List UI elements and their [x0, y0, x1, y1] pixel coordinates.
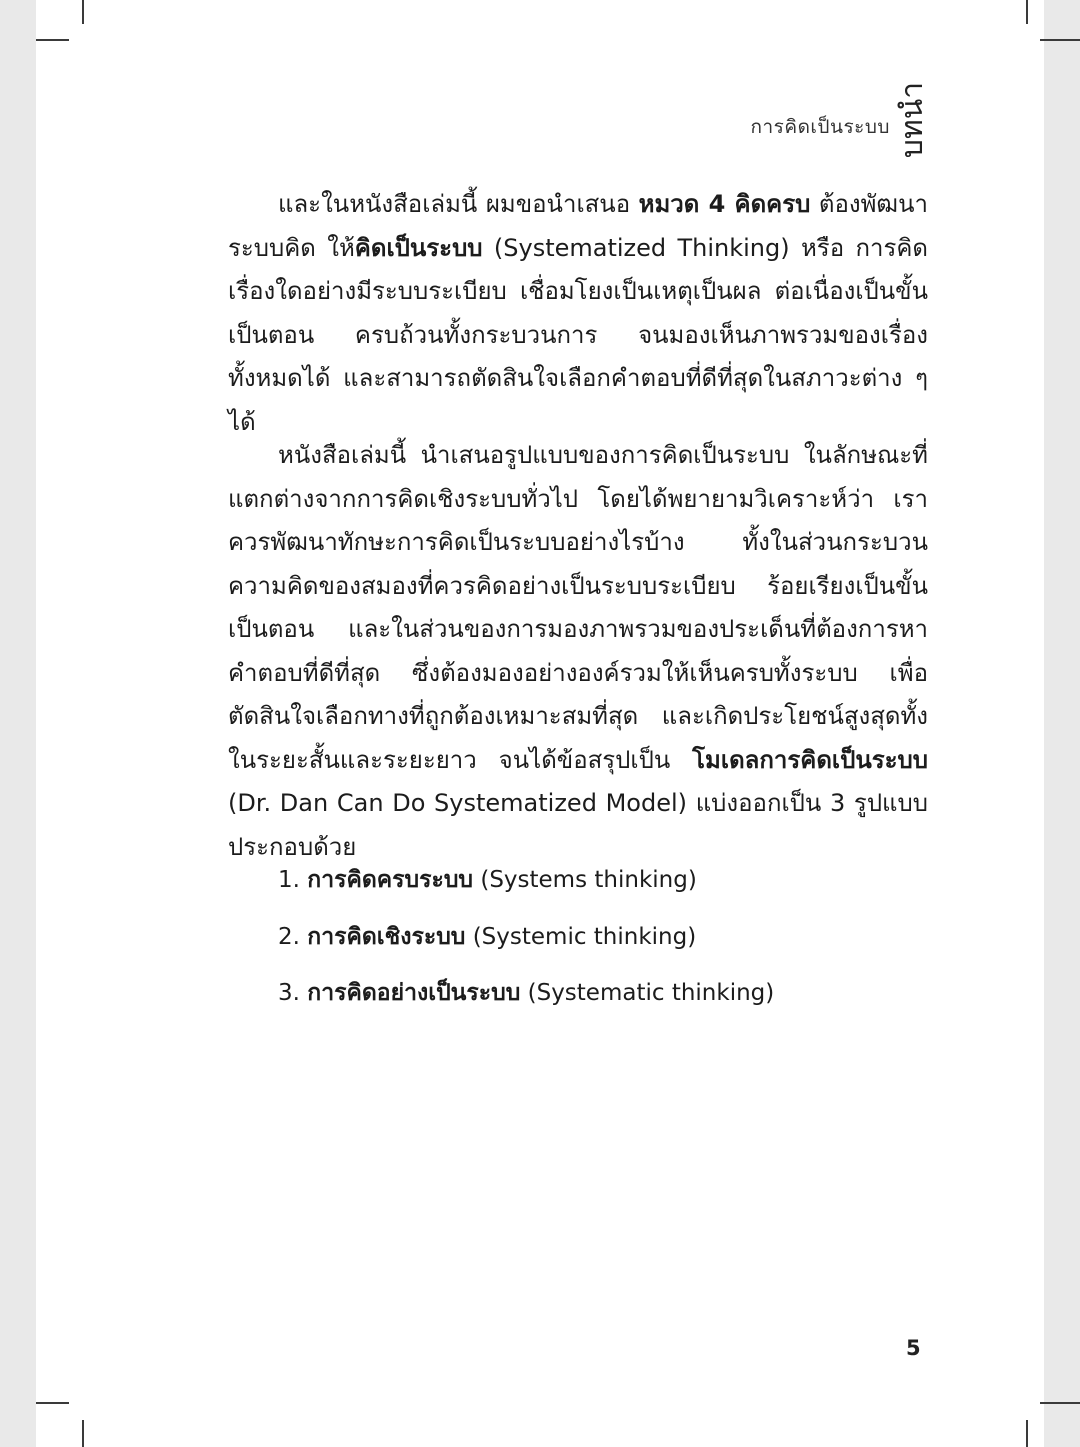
crop-mark-top-left-vertical — [82, 0, 84, 24]
paragraph-intro-bold-2: คิดเป็นระบบ — [354, 233, 483, 262]
crop-mark-bottom-left-horizontal — [36, 1402, 69, 1404]
left-page-margin — [0, 0, 36, 1447]
list-item — [278, 915, 774, 972]
list-item-number: 2. — [278, 923, 300, 950]
paragraph-model — [228, 434, 928, 869]
list-item-english-term: (Systemic thinking) — [465, 923, 697, 950]
list-item — [278, 858, 774, 915]
crop-mark-bottom-left-vertical — [82, 1420, 84, 1447]
paragraph-model-text-1: หนังสือเล่มนี้ นำเสนอรูปแบบของการคิดเป็นระบบ ในลักษณะที่แตกต่างจากการคิดเชิงระบบทั่วไป โดยได้พยายามวิเคราะห์ว่า เราควรพัฒนาทักษะการคิดเป็นระบบอย่างไรบ้าง ทั้งในส่วนกระบวนความคิดของสมองที่ควรคิดอย่างเป็นระบบระเบียบ ร้อยเรียงเป็นขั้นเป็นตอน และในส่วนของการมองภาพรวมของประเด็นที่ต้องการหาคำตอบที่ดีที่สุด ซึ่งต้องมองอย่างองค์รวมให้เห็นครบทั้งระบบ เพื่อตัดสินใจเลือกทางที่ถูกต้องเหมาะสมที่สุด และเกิดประโยชน์สูงสุดทั้งในระยะสั้นและระยะยาว จนได้ข้อสรุปเป็น — [228, 441, 928, 774]
list-item-number: 1. — [278, 867, 300, 893]
right-page-margin — [1044, 0, 1080, 1447]
crop-mark-bottom-right-horizontal — [1040, 1402, 1080, 1404]
paragraph-model-text-2: (Dr. Dan Can Do Systematized Model) แบ่งออกเป็น 3 รูปแบบ ประกอบด้วย — [228, 789, 928, 861]
thinking-types-list — [278, 858, 774, 1028]
list-item-number: 3. — [278, 980, 300, 1006]
chapter-label: บทนำ — [895, 81, 930, 159]
crop-mark-top-right-horizontal — [1040, 39, 1080, 41]
crop-mark-bottom-right-vertical — [1026, 1420, 1028, 1447]
crop-mark-top-left-horizontal — [36, 39, 69, 41]
crop-mark-top-right-vertical — [1026, 0, 1028, 24]
paragraph-intro-text-3: (Systematized Thinking) หรือ การคิดเรื่องใดอย่างมีระบบระเบียบ เชื่อมโยงเป็นเหตุเป็นผล ต่อเนื่องเป็นขั้นเป็นตอน ครบถ้วนทั้งกระบวนการ จนมองเห็นภาพรวมของเรื่องทั้งหมดได้ และสามารถตัดสินใจเลือกคำตอบที่ดีที่สุดในสภาวะต่าง ๆ ได้ — [228, 233, 929, 436]
list-item-thai-term: การคิดอย่างเป็นระบบ — [307, 980, 521, 1006]
list-item-thai-term: การคิดครบระบบ — [307, 867, 474, 893]
paragraph-model-bold-1: โมเดลการคิดเป็นระบบ — [692, 745, 928, 774]
paragraph-intro — [228, 183, 928, 444]
list-item — [278, 971, 774, 1028]
running-header-title: การคิดเป็นระบบ — [750, 116, 890, 138]
list-item-english-term: (Systematic thinking) — [520, 980, 775, 1006]
paragraph-intro-text-1: และในหนังสือเล่มนี้ ผมขอนำเสนอ — [278, 190, 639, 218]
paragraph-intro-text-2: ต้องพัฒนาระบบคิด ให้ — [228, 190, 928, 262]
list-item-english-term: (Systems thinking) — [473, 867, 697, 893]
page-number: 5 — [906, 1336, 921, 1360]
paragraph-intro-bold-1: หมวด 4 คิดครบ — [638, 190, 811, 218]
list-item-thai-term: การคิดเชิงระบบ — [307, 923, 466, 950]
